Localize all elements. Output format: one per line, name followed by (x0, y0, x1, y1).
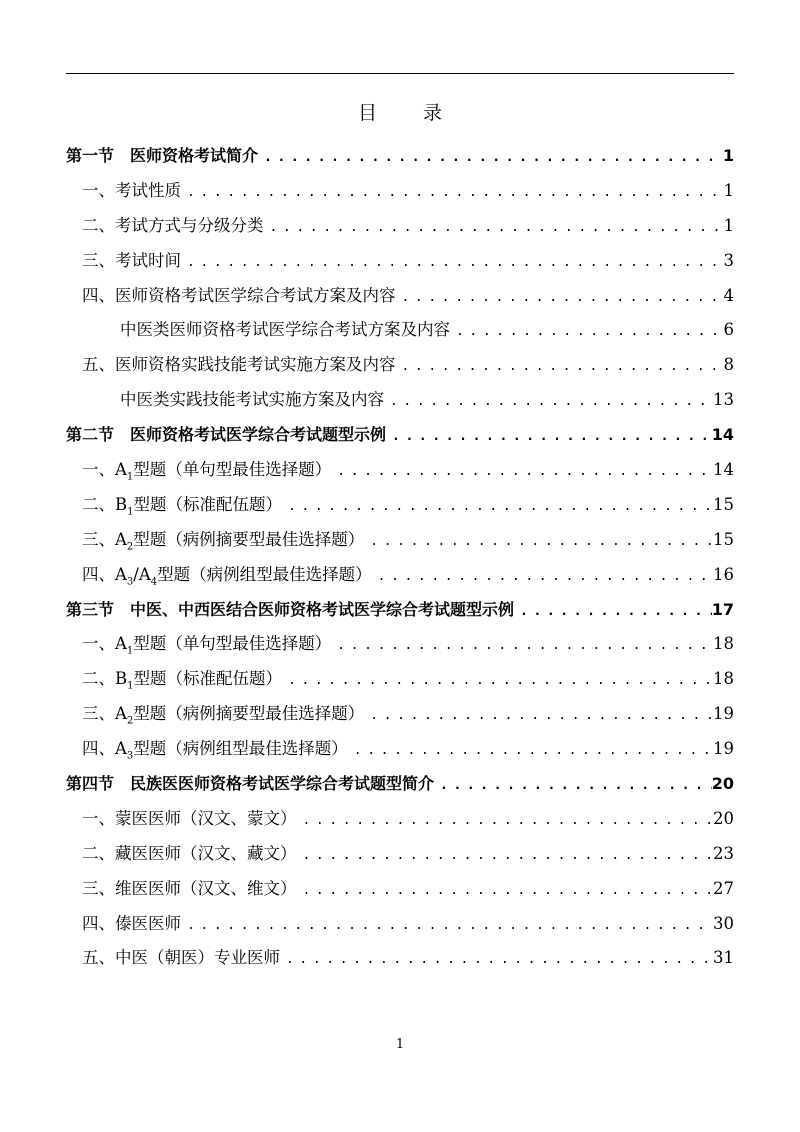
toc-entry-label (82, 907, 181, 942)
toc-entry-label (82, 837, 297, 872)
entry-page-number: 1 (722, 146, 734, 165)
page-number: 1 (395, 1037, 405, 1052)
entry-text: 中医、中西医结合医师资格考试医学综合考试题型示例 (130, 599, 515, 619)
dot-leader (181, 176, 724, 211)
dot-leader (331, 629, 713, 664)
entry-text: 医师资格考试简介 (130, 146, 259, 165)
dot-leader (331, 455, 713, 490)
toc-entry-label (82, 174, 181, 209)
entry-text-prefix: 一、A (82, 634, 127, 654)
toc-entry-label (66, 767, 434, 802)
entry-text: 二、考试方式与分级分类 (82, 215, 264, 235)
toc-section-entry[interactable] (66, 767, 734, 802)
entry-text: 医师资格考试医学综合考试题型示例 (130, 425, 387, 445)
dot-leader (264, 211, 724, 246)
entry-text: 五、中医（朝医）专业医师 (82, 948, 280, 968)
toc-title-char-1: 目 (357, 102, 423, 124)
entry-page-number: 20 (711, 774, 734, 794)
entry-page-number: 18 (713, 669, 734, 689)
toc-section-entry[interactable] (66, 418, 734, 453)
toc-entry[interactable] (66, 872, 734, 907)
dot-leader (372, 560, 713, 595)
toc-entry[interactable] (66, 627, 734, 662)
toc-entry-label (82, 802, 297, 837)
toc-entry[interactable] (66, 209, 734, 244)
dot-leader (181, 909, 713, 944)
toc-entry-label (82, 488, 282, 523)
entry-page-number: 13 (713, 390, 734, 410)
entry-text: 三、考试时间 (82, 250, 181, 270)
toc-entry[interactable] (66, 279, 734, 314)
toc-entry-label (82, 662, 282, 697)
toc-entry-label (66, 418, 386, 453)
header-rule (66, 73, 734, 74)
entry-page-number: 20 (713, 808, 734, 828)
toc-entry-label (82, 523, 364, 558)
entry-page-number: 19 (713, 704, 734, 724)
entry-text: 五、医师资格实践技能考试实施方案及内容 (82, 355, 396, 375)
toc-entry-label (82, 453, 331, 488)
toc-section-entry[interactable] (66, 139, 734, 174)
toc-entry-label (82, 941, 280, 976)
dot-leader (396, 350, 724, 385)
toc-entry[interactable] (66, 907, 734, 942)
entry-subscript: 1 (126, 645, 134, 657)
entry-page-number: 6 (723, 320, 734, 340)
dot-leader (297, 804, 714, 839)
entry-page-number: 16 (713, 564, 734, 584)
entry-text: 一、蒙医医师（汉文、蒙文） (82, 808, 297, 828)
entry-text-prefix: 四、A (82, 739, 127, 759)
entry-page-number: 31 (713, 948, 734, 968)
dot-leader (348, 734, 713, 769)
toc-title-char-2: 录 (423, 102, 489, 124)
toc-entry-label (82, 627, 331, 662)
entry-text: 四、医师资格考试医学综合考试方案及内容 (82, 285, 396, 305)
toc-entry-label (120, 383, 384, 418)
toc-entry[interactable] (66, 348, 734, 383)
toc-entry-label (82, 697, 364, 732)
entry-text: 民族医医师资格考试医学综合考试题型简介 (130, 774, 435, 794)
entry-page-number: 15 (713, 529, 734, 549)
section-number: 第三节 (66, 599, 115, 619)
entry-subscript: 1 (127, 506, 134, 518)
dot-leader (396, 281, 724, 316)
entry-text-mid: /A (133, 564, 151, 584)
dot-leader (364, 525, 713, 560)
toc-entry-label (82, 732, 348, 767)
toc-entry[interactable] (66, 662, 734, 697)
entry-page-number: 23 (713, 843, 734, 863)
entry-text: 中医类实践技能考试实施方案及内容 (120, 390, 384, 410)
section-number: 第二节 (66, 425, 115, 445)
entry-page-number: 14 (713, 460, 734, 480)
toc-entry[interactable] (66, 523, 734, 558)
entry-text-prefix: 四、A (82, 564, 127, 584)
entry-text-prefix: 三、A (82, 529, 127, 549)
entry-page-number: 3 (723, 250, 734, 270)
dot-leader (181, 246, 724, 281)
entry-page-number: 19 (713, 739, 734, 759)
toc-entry[interactable] (66, 244, 734, 279)
entry-page-number: 18 (713, 634, 734, 654)
dot-leader (282, 664, 713, 699)
entry-page-number: 8 (723, 355, 734, 375)
entry-subscript: 3 (126, 575, 134, 587)
toc-entry[interactable] (66, 837, 734, 872)
entry-page-number: 14 (711, 425, 734, 445)
toc-entry-label (82, 872, 297, 907)
entry-subscript: 2 (126, 715, 134, 727)
dot-leader (364, 699, 713, 734)
dot-leader (386, 420, 712, 455)
toc-entry-label (66, 139, 258, 174)
entry-text-suffix: 型题（病例摘要型最佳选择题） (133, 529, 365, 549)
dot-leader (384, 385, 713, 420)
entry-subscript: 1 (126, 471, 134, 483)
toc-entry[interactable] (66, 488, 734, 523)
toc-entry-label (82, 558, 372, 593)
dot-leader (280, 943, 713, 978)
entry-text-suffix: 型题（病例摘要型最佳选择题） (133, 704, 365, 724)
toc-entry-label (120, 313, 450, 348)
entry-subscript: 3 (126, 750, 134, 762)
dot-leader (297, 874, 714, 909)
toc-entry[interactable] (66, 802, 734, 837)
entry-page-number: 15 (713, 494, 734, 514)
table-of-contents (66, 139, 734, 976)
entry-text: 二、藏医医师（汉文、藏文） (82, 843, 297, 863)
toc-entry-label (82, 348, 396, 383)
entry-text: 三、维医医师（汉文、维文） (82, 878, 297, 898)
entry-text-suffix: 型题（标准配伍题） (133, 669, 283, 689)
entry-text: 中医类医师资格考试医学综合考试方案及内容 (120, 320, 450, 340)
entry-page-number: 17 (711, 599, 734, 619)
toc-entry[interactable] (66, 453, 734, 488)
dot-leader (297, 839, 714, 874)
entry-text-suffix: 型题（单句型最佳选择题） (133, 634, 332, 654)
toc-entry-label (82, 244, 181, 279)
entry-page-number: 30 (713, 913, 734, 933)
toc-entry-label (82, 209, 264, 244)
dot-leader (434, 769, 712, 804)
entry-text-suffix: 型题（病例组型最佳选择题） (157, 564, 372, 584)
entry-subscript: 2 (126, 541, 134, 553)
toc-entry-label (66, 593, 514, 628)
dot-leader (282, 490, 713, 525)
entry-subscript: 4 (150, 575, 158, 587)
entry-text-prefix: 一、A (82, 460, 127, 480)
entry-text: 四、傣医医师 (82, 913, 181, 933)
entry-text: 一、考试性质 (82, 180, 181, 200)
toc-entry[interactable] (66, 383, 734, 418)
entry-page-number: 4 (723, 285, 734, 305)
toc-entry-label (82, 279, 396, 314)
toc-title (0, 98, 800, 125)
dot-leader (450, 315, 724, 350)
toc-entry[interactable] (66, 174, 734, 209)
toc-entry[interactable] (66, 558, 734, 593)
entry-text-suffix: 型题（标准配伍题） (133, 494, 283, 514)
dot-leader (258, 141, 723, 176)
entry-text-prefix: 二、B (82, 494, 128, 514)
toc-entry[interactable] (66, 697, 734, 732)
dot-leader (514, 595, 712, 630)
entry-text-prefix: 三、A (82, 704, 127, 724)
toc-section-entry[interactable] (66, 593, 734, 628)
entry-subscript: 1 (127, 680, 134, 692)
section-number: 第一节 (66, 146, 115, 165)
entry-text-prefix: 二、B (82, 669, 128, 689)
toc-entry[interactable] (66, 941, 734, 976)
entry-page-number: 1 (723, 180, 734, 200)
entry-text-suffix: 型题（病例组型最佳选择题） (133, 739, 348, 759)
entry-page-number: 27 (713, 878, 734, 898)
section-number: 第四节 (66, 774, 115, 794)
toc-entry[interactable] (66, 732, 734, 767)
toc-entry[interactable] (66, 313, 734, 348)
entry-page-number: 1 (723, 215, 734, 235)
entry-text-suffix: 型题（单句型最佳选择题） (133, 460, 332, 480)
